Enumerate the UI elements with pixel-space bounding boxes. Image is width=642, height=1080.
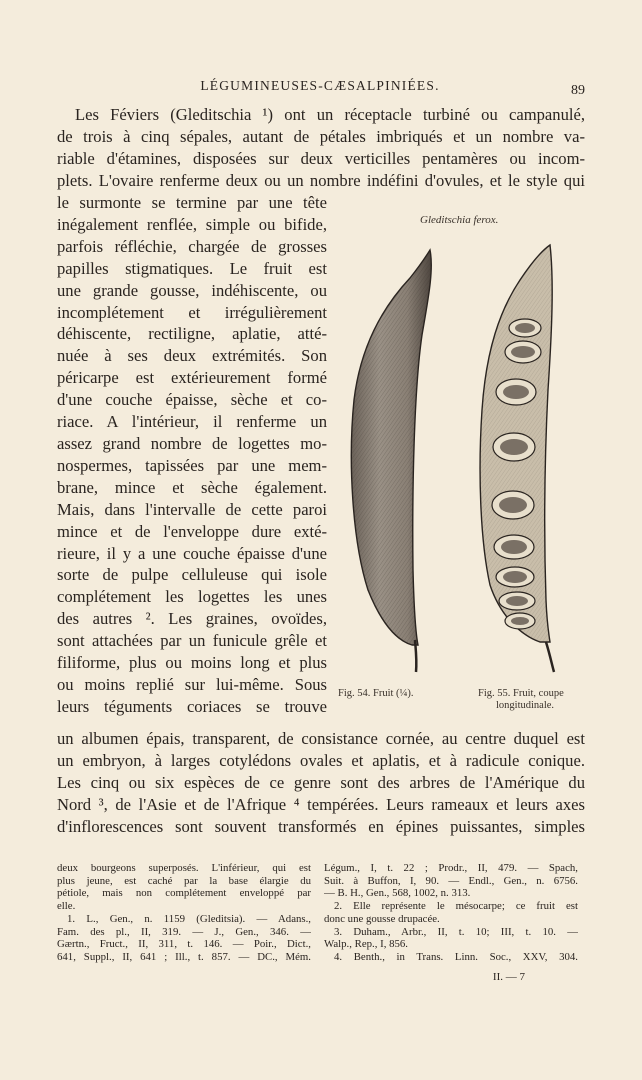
text-line: le surmonte se termine par une tête [57, 193, 327, 212]
footnote-line: Walp., Rep., I, 856. [324, 938, 408, 951]
text-line: rieure, il y a une couche épaisse d'une [57, 543, 327, 563]
seed-cell [503, 385, 529, 399]
text-line: un albumen épais, transparent, de consistance cornée, au centre duquel est [57, 729, 585, 748]
footnote-line: 4. Benth., in Trans. Linn. Soc., XXV, 304. [334, 950, 578, 963]
body-paragraph-narrow [57, 192, 327, 718]
running-header [0, 78, 642, 98]
seed-cell [511, 617, 529, 625]
footnote-line: 1. L., Gen., n. 1159 (Gleditsia). — Adans., [67, 912, 311, 925]
text-line: nuée à ses deux extrémités. Son [57, 346, 327, 366]
figure-caption-right-line1: Fig. 55. Fruit, coupe [478, 688, 564, 699]
text-line: assez grand nombre de logettes mo- [57, 433, 327, 453]
footnotes-right-column [324, 862, 578, 964]
footnote-line: 641, Suppl., II, 641 ; Ill., t. 857. — DC., Mém. [57, 950, 311, 963]
text-line: déhiscente, rectiligne, aplatie, atté- [57, 324, 327, 344]
figure-illustration [340, 240, 585, 680]
seed-cell [511, 346, 535, 358]
footnote-line: Fam. des pl., II, 319. — J., Gen., 346. — [57, 925, 311, 938]
text-line: Mais, dans l'intervalle de cette paroi [57, 499, 327, 519]
text-line: complétement les logettes les unes [57, 587, 327, 607]
printer-signature: II. — 7 [492, 971, 525, 983]
footnotes-left-column [57, 862, 311, 964]
text-line: leurs téguments coriaces se trouve [57, 696, 327, 716]
text-line: de trois à cinq sépales, autant de pétales imbriqués et un nombre va- [57, 126, 585, 146]
text-line: mince et de l'enveloppe dure exté- [57, 521, 327, 541]
section-pod-figure [480, 245, 554, 672]
text-line: nospermes, tapissées par une mem- [57, 455, 327, 475]
text-line: péricarpe est extérieurement formé [57, 368, 327, 388]
text-line: brane, mince et sèche également. [57, 477, 327, 497]
body-paragraph-bottom [57, 728, 585, 838]
footnote-line: 2. Elle représente le mésocarpe; ce fruit est [334, 900, 578, 913]
text-line: des autres ². Les graines, ovoïdes, [57, 609, 327, 629]
footnote-line: Légum., I, t. 22 ; Prodr., II, 479. — Spach, [324, 862, 578, 874]
seed-cell [499, 497, 527, 513]
text-line: d'une couche épaisse, sèche et co- [57, 390, 327, 410]
seed-cell [506, 596, 528, 606]
figure-caption-left: Fig. 54. Fruit (¼). [338, 688, 414, 699]
seed-cell [500, 439, 528, 455]
whole-pod-figure [351, 250, 431, 672]
figure-caption-right-line2: longitudinale. [496, 700, 555, 711]
seed-cell [515, 323, 535, 333]
running-title: LÉGUMINEUSES-CÆSALPINIÉES. [200, 78, 440, 93]
text-line: sont attachées par un funicule grêle et [57, 631, 327, 651]
footnote-line: deux bourgeons superposés. L'inférieur, qui est [57, 862, 311, 874]
footnote-line: plus jeune, est caché par la base élargie du [57, 874, 311, 887]
text-line: sorte de pulpe celluleuse qui isole [57, 565, 327, 585]
text-line: Nord ³, de l'Asie et de l'Afrique ⁴ tempérées. Leurs rameaux et leurs axes [57, 794, 585, 814]
footnote-line: 3. Duham., Arbr., II, t. 10; III, t. 10. — [334, 925, 578, 938]
footnote-line: — B. H., Gen., 568, 1002, n. 313. [324, 887, 471, 900]
text-line: Les cinq ou six espèces de ce genre sont des arbres de l'Amérique du [57, 772, 585, 792]
footnote-line: pétiole, mais non complétement enveloppé par [57, 887, 311, 900]
text-line: incomplétement et irrégulièrement [57, 302, 327, 322]
body-paragraph-top [57, 104, 585, 192]
footnote-line: Suit. à Buffon, I, 90. — Endl., Gen., n. 6756. [324, 874, 578, 887]
text-line: une grande gousse, indéhiscente, ou [57, 280, 327, 300]
text-line: parfois réfléchie, chargée de grosses [57, 236, 327, 256]
footnote-line: Gærtn., Fruct., II, 311, t. 146. — Poir., Dict., [57, 938, 311, 951]
footnote-line: donc une gousse drupacée. [324, 912, 440, 925]
text-line: riable d'étamines, disposées sur deux verticilles pentamères ou incom- [57, 148, 585, 168]
text-line: inégalement renflée, simple ou bifide, [57, 214, 327, 234]
text-line: un embryon, à larges cotylédons ovales et aplatis, et à radicule conique. [57, 750, 585, 770]
seed-cell [501, 540, 527, 554]
seed-cell [503, 571, 527, 583]
text-line: riace. A l'intérieur, il renferme un [57, 412, 327, 432]
text-line: papilles stigmatiques. Le fruit est [57, 258, 327, 278]
figure-species-label: Gleditschia ferox. [420, 214, 499, 226]
text-line: filiforme, plus ou moins long et plus [57, 653, 327, 673]
text-line: d'inflorescences sont souvent transformés en épines puissantes, simples [57, 816, 585, 836]
text-line: ou moins replié sur lui-même. Sous [57, 674, 327, 694]
page-number: 89 [571, 83, 585, 98]
footnote-line: elle. [57, 900, 76, 913]
text-line: plets. L'ovaire renferme deux ou un nombre indéfini d'ovules, et le style qui [57, 170, 585, 190]
text-line: Les Féviers (Gleditschia ¹) ont un réceptacle turbiné ou campanulé, [75, 105, 585, 124]
